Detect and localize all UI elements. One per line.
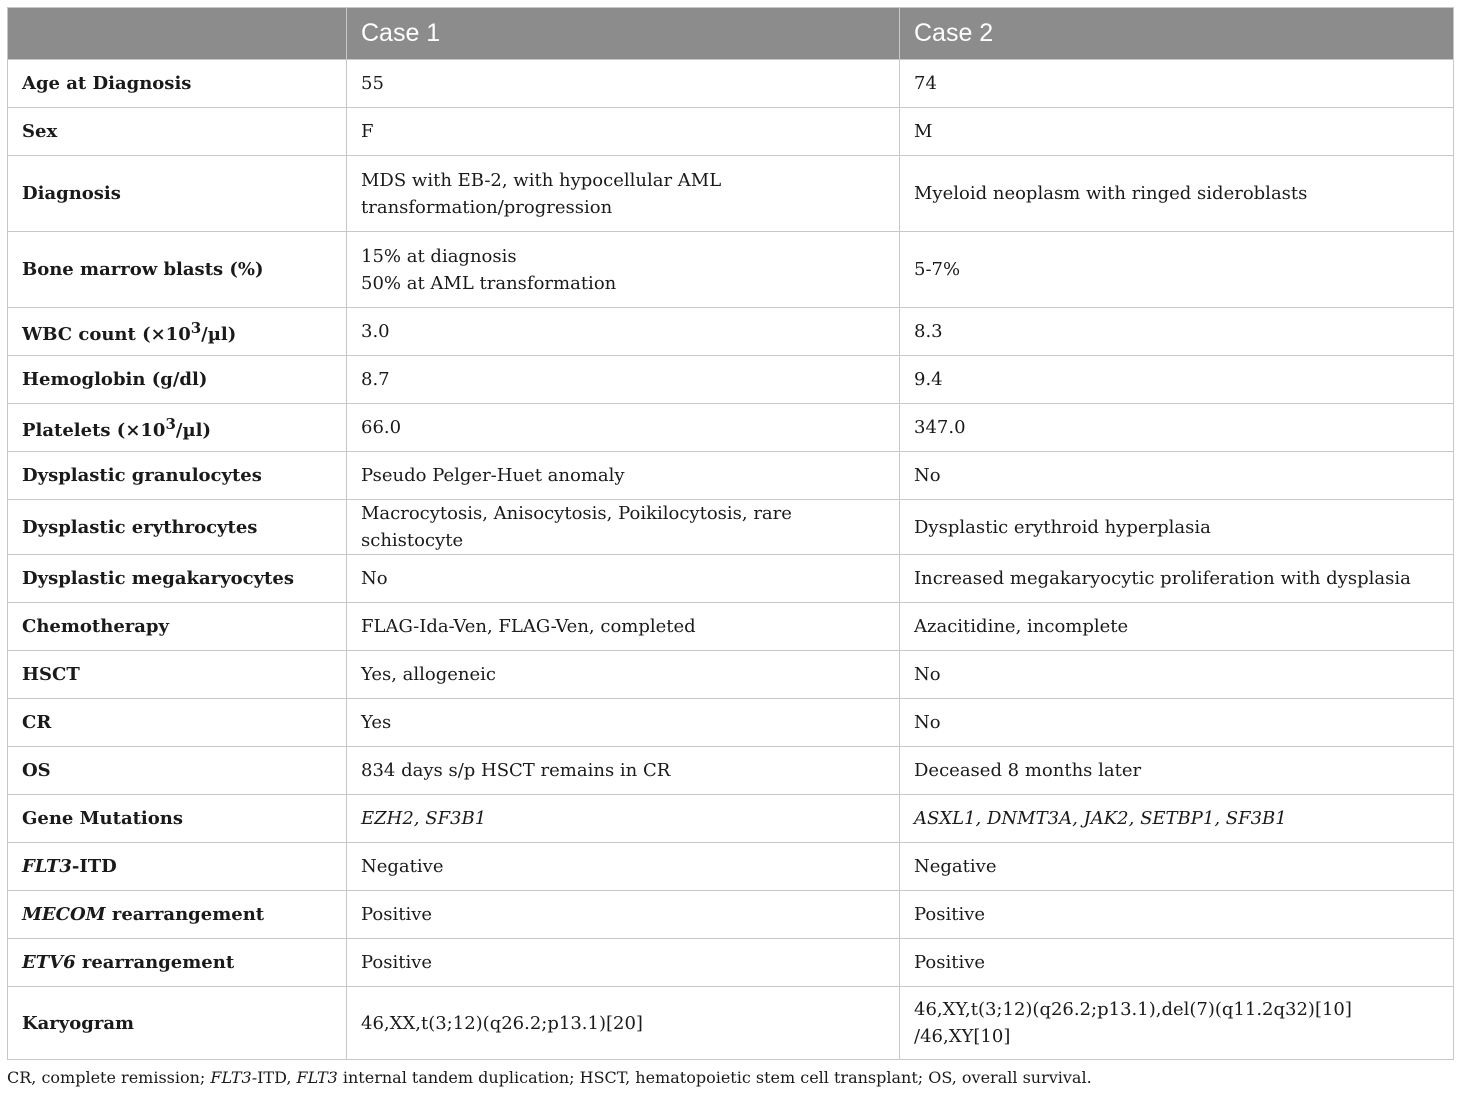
table-row	[8, 108, 1454, 156]
case2-value	[900, 795, 1454, 843]
case1-value: 3.0	[347, 308, 900, 356]
case1-value	[347, 795, 900, 843]
gene-name: ETV6	[22, 952, 76, 973]
table-row	[8, 500, 1454, 555]
table-row	[8, 699, 1454, 747]
case2-value: 5-7%	[900, 232, 1454, 308]
row-label: Dysplastic erythrocytes	[8, 500, 347, 555]
case1-value: Yes, allogeneic	[347, 651, 900, 699]
row-label-text: /µl)	[201, 324, 237, 345]
row-label: Dysplastic megakaryocytes	[8, 555, 347, 603]
case1-value: Macrocytosis, Anisocytosis, Poikilocytosis, rare schistocyte	[347, 500, 900, 555]
case1-value: 15% at diagnosis 50% at AML transformation	[347, 232, 900, 308]
row-label	[8, 939, 347, 987]
footnote-gene: FLT3	[210, 1068, 252, 1087]
row-label: Hemoglobin (g/dl)	[8, 356, 347, 404]
case2-value: No	[900, 651, 1454, 699]
case1-value: 834 days s/p HSCT remains in CR	[347, 747, 900, 795]
gene-list: EZH2, SF3B1	[361, 808, 487, 829]
row-label	[8, 404, 347, 452]
row-label: Karyogram	[8, 987, 347, 1060]
case2-value: No	[900, 699, 1454, 747]
case2-value: Myeloid neoplasm with ringed sideroblasts	[900, 156, 1454, 232]
row-label-text: rearrangement	[75, 952, 235, 973]
row-label: Dysplastic granulocytes	[8, 452, 347, 500]
case2-value: 9.4	[900, 356, 1454, 404]
table-row	[8, 156, 1454, 232]
row-label-text: WBC count (×10	[22, 324, 191, 345]
case1-value: MDS with EB-2, with hypocellular AML transformation/progression	[347, 156, 900, 232]
case1-value: F	[347, 108, 900, 156]
case2-value: Positive	[900, 891, 1454, 939]
row-label-superscript: 3	[190, 319, 202, 337]
table-row	[8, 843, 1454, 891]
table-row	[8, 939, 1454, 987]
case2-value: Azacitidine, incomplete	[900, 603, 1454, 651]
case1-value: No	[347, 555, 900, 603]
row-label: CR	[8, 699, 347, 747]
table-header-row	[8, 8, 1454, 60]
row-label: HSCT	[8, 651, 347, 699]
case1-value: FLAG-Ida-Ven, FLAG-Ven, completed	[347, 603, 900, 651]
row-label-text: rearrangement	[105, 904, 265, 925]
row-label: Diagnosis	[8, 156, 347, 232]
row-label	[8, 843, 347, 891]
case1-value: 8.7	[347, 356, 900, 404]
table-row	[8, 232, 1454, 308]
case2-value: 46,XY,t(3;12)(q26.2;p13.1),del(7)(q11.2q32)[10] /46,XY[10]	[900, 987, 1454, 1060]
table-row	[8, 452, 1454, 500]
gene-name: FLT3	[22, 856, 72, 877]
row-label-text: Platelets (×10	[22, 420, 166, 441]
case1-value: 46,XX,t(3;12)(q26.2;p13.1)[20]	[347, 987, 900, 1060]
row-label	[8, 891, 347, 939]
case1-value: Yes	[347, 699, 900, 747]
case2-value: Increased megakaryocytic proliferation with dysplasia	[900, 555, 1454, 603]
case2-value: M	[900, 108, 1454, 156]
case1-value: 66.0	[347, 404, 900, 452]
table-row	[8, 60, 1454, 108]
table-row	[8, 404, 1454, 452]
row-label-superscript: 3	[165, 415, 176, 433]
case2-value: 347.0	[900, 404, 1454, 452]
row-label	[8, 308, 347, 356]
table-row	[8, 356, 1454, 404]
footnote-gene: FLT3	[296, 1068, 338, 1087]
row-label-text: -ITD	[71, 856, 117, 877]
header-case-2: Case 2	[900, 8, 1454, 60]
case2-value: Positive	[900, 939, 1454, 987]
footnote-text: -ITD,	[251, 1068, 297, 1087]
table-row	[8, 651, 1454, 699]
case1-value: Negative	[347, 843, 900, 891]
case2-value: No	[900, 452, 1454, 500]
row-label: Age at Diagnosis	[8, 60, 347, 108]
gene-name: MECOM	[22, 904, 106, 925]
table-row	[8, 555, 1454, 603]
row-label: Gene Mutations	[8, 795, 347, 843]
case1-value: 55	[347, 60, 900, 108]
row-label: Chemotherapy	[8, 603, 347, 651]
row-label-text: /µl)	[175, 420, 212, 441]
row-label: OS	[8, 747, 347, 795]
case1-value: Positive	[347, 939, 900, 987]
case2-value: Dysplastic erythroid hyperplasia	[900, 500, 1454, 555]
case1-value: Positive	[347, 891, 900, 939]
case2-value: Deceased 8 months later	[900, 747, 1454, 795]
row-label: Bone marrow blasts (%)	[8, 232, 347, 308]
table-row	[8, 603, 1454, 651]
clinical-comparison-table	[7, 7, 1454, 1060]
gene-list: ASXL1, DNMT3A, JAK2, SETBP1, SF3B1	[914, 808, 1287, 829]
table-row	[8, 987, 1454, 1060]
table-row	[8, 308, 1454, 356]
header-case-1: Case 1	[347, 8, 900, 60]
case1-value: Pseudo Pelger-Huet anomaly	[347, 452, 900, 500]
case2-value: 8.3	[900, 308, 1454, 356]
table-row	[8, 891, 1454, 939]
footnote-text: internal tandem duplication; HSCT, hematopoietic stem cell transplant; OS, overall survival.	[337, 1068, 1092, 1087]
header-empty	[8, 8, 347, 60]
row-label: Sex	[8, 108, 347, 156]
footnote-text: CR, complete remission;	[7, 1068, 211, 1087]
case2-value: 74	[900, 60, 1454, 108]
table-row	[8, 747, 1454, 795]
case2-value: Negative	[900, 843, 1454, 891]
table-row	[8, 795, 1454, 843]
table-footnote	[7, 1068, 1092, 1087]
